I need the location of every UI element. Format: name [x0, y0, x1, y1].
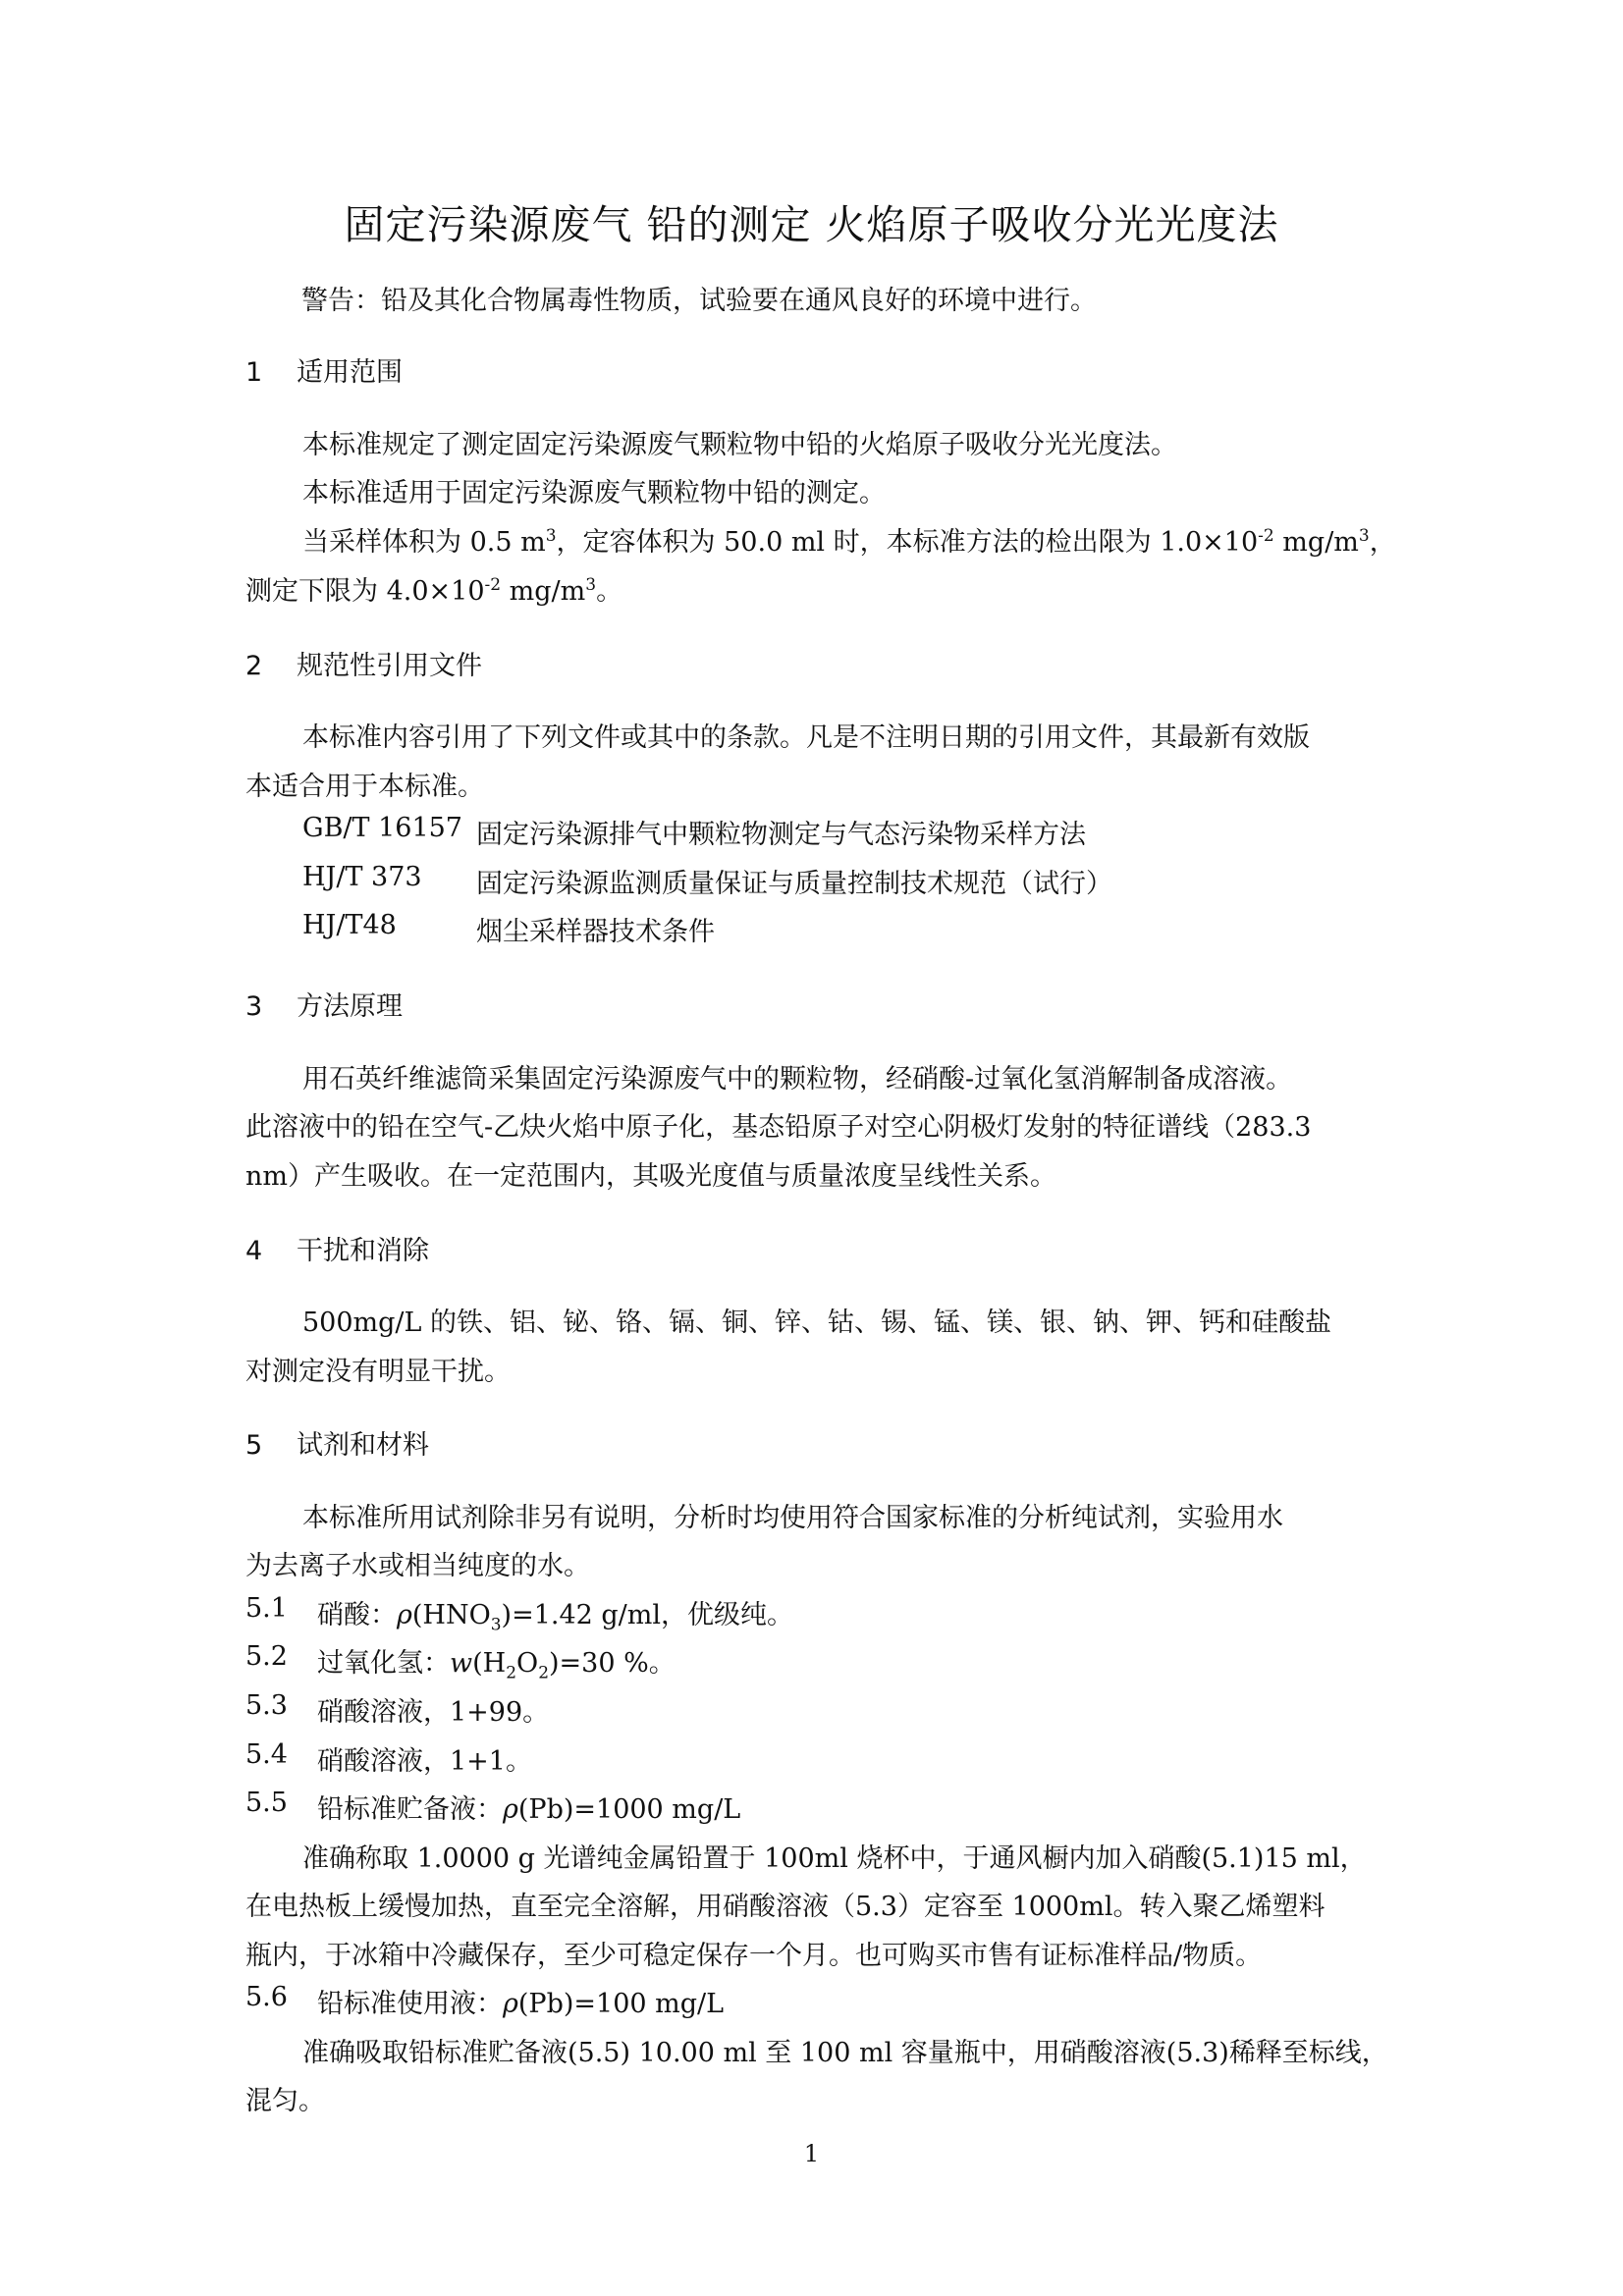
section-2-heading: [245, 644, 482, 682]
text-run: )=30 %。: [549, 1648, 676, 1679]
subscript: 3: [490, 1615, 502, 1635]
section-number: 4: [245, 1236, 263, 1266]
superscript: 3: [545, 526, 557, 546]
text-run: 铅标准使用液：: [317, 1989, 503, 2019]
paragraph-line: 本标准适用于固定污染源废气颗粒物中铅的测定。: [302, 478, 886, 508]
section-title: 规范性引用文件: [297, 651, 482, 681]
paragraph-line: 本标准内容引用了下列文件或其中的条款。凡是不注明日期的引用文件，其最新有效版: [302, 722, 1310, 753]
quantitation-limit-line: [245, 569, 622, 608]
paragraph-line: 本适合用于本标准。: [245, 772, 484, 802]
paragraph-line: 对测定没有明显干扰。: [245, 1357, 511, 1387]
paragraph-line: 此溶液中的铅在空气-乙炔火焰中原子化，基态铅原子对空心阴极灯发射的特征谱线（283.3: [245, 1112, 1312, 1143]
item-nitric-acid: [317, 1593, 794, 1635]
text-run: mg/m: [1273, 527, 1359, 558]
symbol: ρ: [397, 1600, 412, 1630]
text-run: O: [516, 1648, 539, 1679]
text-run: 测定下限为 4.0×10: [245, 576, 485, 607]
text-run: ，定容体积为 50.0 ml 时，本标准方法的检出限为 1.0×10: [556, 527, 1259, 558]
superscript: -2: [1258, 526, 1274, 546]
reference-title: 固定污染源监测质量保证与质量控制技术规范（试行）: [476, 869, 1112, 899]
item-nitric-solution-1-99: 硝酸溶液，1+99。: [317, 1697, 550, 1728]
item-number: 5.5: [245, 1788, 288, 1818]
item-lead-stock-solution: [317, 1788, 740, 1826]
item-number: 5.2: [245, 1641, 288, 1672]
page-title: 固定污染源废气 铅的测定 火焰原子吸收分光光度法: [344, 201, 1279, 248]
paragraph-line: 在电热板上缓慢加热，直至完全溶解，用硝酸溶液（5.3）定容至 1000ml。转入聚乙烯塑料: [245, 1892, 1325, 1922]
paragraph-line: 500mg/L 的铁、铝、铋、铬、镉、铜、锌、钴、锡、锰、镁、银、钠、钾、钙和硅酸盐: [302, 1308, 1332, 1338]
item-nitric-solution-1-1: 硝酸溶液，1+1。: [317, 1746, 532, 1777]
section-title: 方法原理: [297, 991, 403, 1022]
paragraph-line: 瓶内，于冰箱中冷藏保存，至少可稳定保存一个月。也可购买市售有证标准样品/物质。: [245, 1941, 1263, 1971]
item-number: 5.6: [245, 1982, 288, 2012]
section-number: 5: [245, 1430, 263, 1461]
item-lead-working-solution: [317, 1982, 724, 2020]
paragraph-line: 准确吸取铅标准贮备液(5.5) 10.00 ml 至 100 ml 容量瓶中，用硝酸溶液(5.3)稀释至标线，: [302, 2038, 1388, 2068]
section-number: 3: [245, 991, 263, 1022]
reference-title: 烟尘采样器技术条件: [476, 917, 715, 947]
section-number: 2: [245, 651, 263, 681]
paragraph-line: 混匀。: [245, 2086, 325, 2116]
paragraph-line: nm）产生吸收。在一定范围内，其吸光度值与质量浓度呈线性关系。: [245, 1161, 1056, 1192]
paragraph-line: 为去离子水或相当纯度的水。: [245, 1551, 590, 1581]
reference-title: 固定污染源排气中颗粒物测定与气态污染物采样方法: [476, 820, 1086, 850]
text-run: (Pb)=100 mg/L: [517, 1989, 725, 2019]
text-run: )=1.42 g/ml，优级纯。: [501, 1600, 794, 1630]
item-hydrogen-peroxide: [317, 1641, 676, 1683]
paragraph-line: 准确称取 1.0000 g 光谱纯金属铅置于 100ml 烧杯中，于通风橱内加入硝酸(5.1)15 ml，: [302, 1843, 1367, 1874]
text-run: 硝酸：: [317, 1600, 397, 1630]
paragraph-line: 用石英纤维滤筒采集固定污染源废气中的颗粒物，经硝酸-过氧化氢消解制备成溶液。: [302, 1064, 1293, 1095]
text-run: 。: [596, 576, 623, 607]
section-title: 适用范围: [297, 357, 403, 388]
section-3-heading: [245, 985, 403, 1023]
text-run: (HNO: [411, 1600, 491, 1630]
paragraph-line: 本标准规定了测定固定污染源废气颗粒物中铅的火焰原子吸收分光光度法。: [302, 430, 1177, 460]
section-5-heading: [245, 1423, 429, 1462]
warning-text: 警告：铅及其化合物属毒性物质，试验要在通风良好的环境中进行。: [301, 286, 1097, 316]
reference-code: HJ/T48: [302, 910, 397, 940]
superscript: -2: [484, 575, 502, 595]
superscript: 3: [585, 575, 597, 595]
text-run: (Pb)=1000 mg/L: [517, 1794, 741, 1825]
symbol: ρ: [503, 1989, 518, 2019]
section-number: 1: [245, 357, 263, 388]
reference-code: GB/T 16157: [302, 813, 462, 843]
subscript: 2: [538, 1663, 550, 1683]
item-number: 5.1: [245, 1593, 288, 1624]
item-number: 5.3: [245, 1690, 288, 1721]
section-title: 干扰和消除: [297, 1236, 429, 1266]
subscript: 2: [506, 1663, 517, 1683]
symbol: w: [450, 1648, 473, 1679]
detection-limit-line: [302, 520, 1396, 559]
paragraph-line: 本标准所用试剂除非另有说明，分析时均使用符合国家标准的分析纯试剂，实验用水: [302, 1503, 1283, 1533]
text-run: mg/m: [501, 576, 586, 607]
section-title: 试剂和材料: [297, 1430, 429, 1461]
symbol: ρ: [503, 1794, 518, 1825]
text-run: 当采样体积为 0.5 m: [302, 527, 546, 558]
text-run: (H: [472, 1648, 507, 1679]
section-4-heading: [245, 1229, 429, 1267]
section-1-heading: [245, 350, 403, 389]
text-run: 铅标准贮备液：: [317, 1794, 503, 1825]
text-run: 过氧化氢：: [317, 1648, 450, 1679]
item-number: 5.4: [245, 1739, 288, 1770]
superscript: 3: [1358, 526, 1370, 546]
page-number: 1: [803, 2140, 820, 2167]
reference-code: HJ/T 373: [302, 862, 422, 892]
text-run: ，: [1369, 527, 1396, 558]
